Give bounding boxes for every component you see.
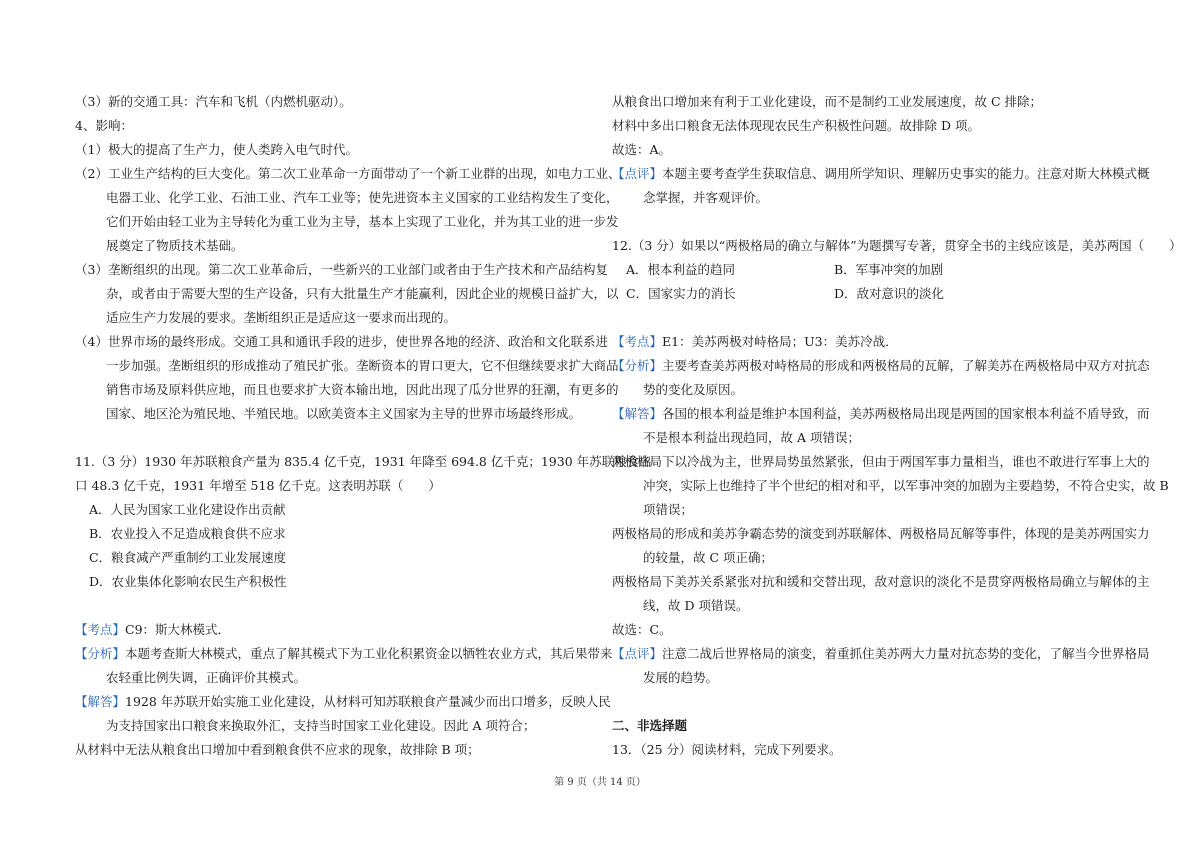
text-line: 两极格局下以冷战为主，世界局势虽然紧张，但由于两国军事力量相当，谁也不敢进行军事上大的 [612, 454, 1150, 469]
text-line: 从材料中无法从粮食出口增加中看到粮食供不应求的现象，故排除 B 项； [75, 742, 480, 757]
question-12-stem: 12.（3 分）如果以“两极格局的确立与解体”为题撰写专著，贯穿全书的主线应该是，美苏两国（ ） [612, 238, 1182, 253]
dianping-tag: 【点评】 [612, 166, 663, 181]
text-line: 它们开始由轻工业为主导转化为重工业为主导，基本上实现了工业化，并为其工业的进一步发 [106, 214, 619, 229]
text-line: 农轻重比例失调，正确评价其模式。 [106, 670, 307, 685]
section-heading: 二、非选择题 [612, 718, 688, 733]
spacer [75, 594, 595, 618]
option-a: A．人民为国家工业化建设作出贡献 [89, 502, 286, 517]
text-line: （3）垄断组织的出现。第二次工业革命后，一些新兴的工业部门或者由于生产技术和产品结构复 [75, 262, 608, 277]
text-line: 国家、地区沦为殖民地、半殖民地。以欧美资本主义国家为主导的世界市场最终形成。 [106, 406, 582, 421]
option-c: C．粮食减产严重制约工业发展速度 [89, 550, 287, 565]
text-line: 销售市场及原料供应地，而且也要求扩大资本输出地，因此出现了瓜分世界的狂潮，有更多的 [106, 382, 619, 397]
text-line: 为支持国家出口粮食来换取外汇，支持当时国家工业化建设。因此 A 项符合； [106, 718, 536, 733]
kaodian-text: E1：美苏两极对峙格局；U3：美苏冷战． [662, 334, 898, 349]
option-b: B．军事冲突的加剧 [834, 262, 944, 277]
fenxi-text: 本题考查斯大林模式，重点了解其模式下为工业化积累资金以牺牲农业方式，其后果带来 [125, 646, 613, 661]
dianping-tag: 【点评】 [612, 646, 663, 661]
spacer [612, 690, 1132, 714]
text-line: 一步加强。垄断组织的形成推动了殖民扩张。垄断资本的胃口更大，它不但继续要求扩大商品 [106, 358, 619, 373]
jieda-tag: 【解答】 [75, 694, 126, 709]
text-line: 两极格局的形成和美苏争霸态势的演变到苏联解体、两极格局瓦解等事件，体现的是美苏两国实力 [612, 526, 1150, 541]
text-line: 材料中多出口粮食无法体现现农民生产积极性问题。故排除 D 项。 [612, 118, 980, 133]
text-line: 从粮食出口增加来有利于工业化建设，而不是制约工业发展速度，故 C 排除； [612, 94, 1043, 109]
text-line: 杂，或者由于需要大型的生产设备，只有大批量生产才能赢利，因此企业的规模日益扩大，以 [106, 286, 619, 301]
text-line: （1）极大的提高了生产力，使人类跨入电气时代。 [75, 142, 358, 157]
fenxi-tag: 【分析】 [612, 358, 663, 373]
spacer [612, 306, 1132, 330]
text-line: 冲突，实际上也维持了半个世纪的相对和平，以军事冲突的加剧为主要趋势，不符合史实，故 B [643, 478, 1169, 493]
jieda-line [612, 402, 1150, 426]
text-line: （2）工业生产结构的巨大变化。第二次工业革命一方面带动了一个新工业群的出现，如电力工业、 [75, 166, 621, 181]
kaodian-line [75, 618, 595, 642]
fenxi-text: 主要考查美苏两极对峙格局的形成和两极格局的瓦解，了解美苏在两极格局中双方对抗态 [662, 358, 1150, 373]
fenxi-tag: 【分析】 [75, 646, 126, 661]
text-line: 适应生产力发展的要求。垄断组织正是适应这一要求而出现的。 [106, 310, 457, 325]
question-13-stem: 13．（25 分）阅读材料，完成下列要求。 [612, 742, 842, 757]
question-11-stem: 11.（3 分）1930 年苏联粮食产量为 835.4 亿千克，1931 年降至 694.8 亿千克；1930 年苏联粮食出 [75, 454, 652, 469]
text-line: 电器工业、化学工业、石油工业、汽车工业等；使先进资本主义国家的工业结构发生了变化， [106, 190, 619, 205]
fenxi-line [612, 354, 1150, 378]
option-d: D．敌对意识的淡化 [834, 286, 945, 301]
text-line: 项错误； [643, 502, 694, 517]
page-footer: 第 9 页（共 14 页） [554, 777, 646, 788]
text-line: 线，故 D 项错误。 [643, 598, 749, 613]
text-line: 势的变化及原因。 [643, 382, 744, 397]
question-11-stem: 口 48.3 亿千克，1931 年增至 518 亿千克。这表明苏联（ ） [75, 478, 441, 493]
text-line: （4）世界市场的最终形成。交通工具和通讯手段的进步，使世界各地的经济、政治和文化联系进 [75, 334, 608, 349]
text-line: 展奠定了物质技术基础。 [106, 238, 244, 253]
text-line: 念掌握，并客观评价。 [643, 190, 769, 205]
text-line: 不是根本利益出现趋同，故 A 项错误； [643, 430, 860, 445]
option-row [612, 282, 1132, 306]
right-column [612, 90, 1182, 762]
text-line: 两极格局下美苏关系紧张对抗和缓和交替出现，敌对意识的淡化不是贯穿两极格局确立与解体的主 [612, 574, 1150, 589]
spacer [612, 210, 1132, 234]
jieda-text: 1928 年苏联开始实施工业化建设，从材料可知苏联粮食产量减少而出口增多，反映人民 [125, 694, 611, 709]
kaodian-line [612, 330, 1132, 354]
option-b: B．农业投入不足造成粮食供不应求 [89, 526, 286, 541]
text-line: 故选：C。 [612, 622, 672, 637]
jieda-line [75, 690, 611, 714]
dianping-line [612, 642, 1150, 666]
text-line: （3）新的交通工具：汽车和飞机（内燃机驱动）。 [75, 94, 352, 109]
option-c: C．国家实力的消长 [626, 286, 736, 301]
option-a: A．根本利益的趋同 [626, 262, 736, 277]
kaodian-text: C9：斯大林模式． [125, 622, 231, 637]
kaodian-tag: 【考点】 [75, 622, 126, 637]
fenxi-line [75, 642, 613, 666]
option-row [612, 258, 1132, 282]
spacer [75, 426, 595, 450]
dianping-line [612, 162, 1150, 186]
text-line: 发展的趋势。 [643, 670, 719, 685]
text-line: 故选：A。 [612, 142, 672, 157]
option-d: D．农业集体化影响农民生产积极性 [89, 574, 287, 589]
text-line: 4、影响： [75, 118, 133, 133]
jieda-text: 各国的根本利益是维护本国利益，美苏两极格局出现是两国的国家根本利益不盾导致，而 [662, 406, 1150, 421]
dianping-text: 本题主要考查学生获取信息、调用所学知识、理解历史事实的能力。注意对斯大林模式概 [662, 166, 1150, 181]
text-line: 的较量，故 C 项正确； [643, 550, 774, 565]
dianping-text: 注意二战后世界格局的演变，着重抓住美苏两大力量对抗态势的变化，了解当今世界格局 [662, 646, 1150, 661]
jieda-tag: 【解答】 [612, 406, 663, 421]
kaodian-tag: 【考点】 [612, 334, 663, 349]
